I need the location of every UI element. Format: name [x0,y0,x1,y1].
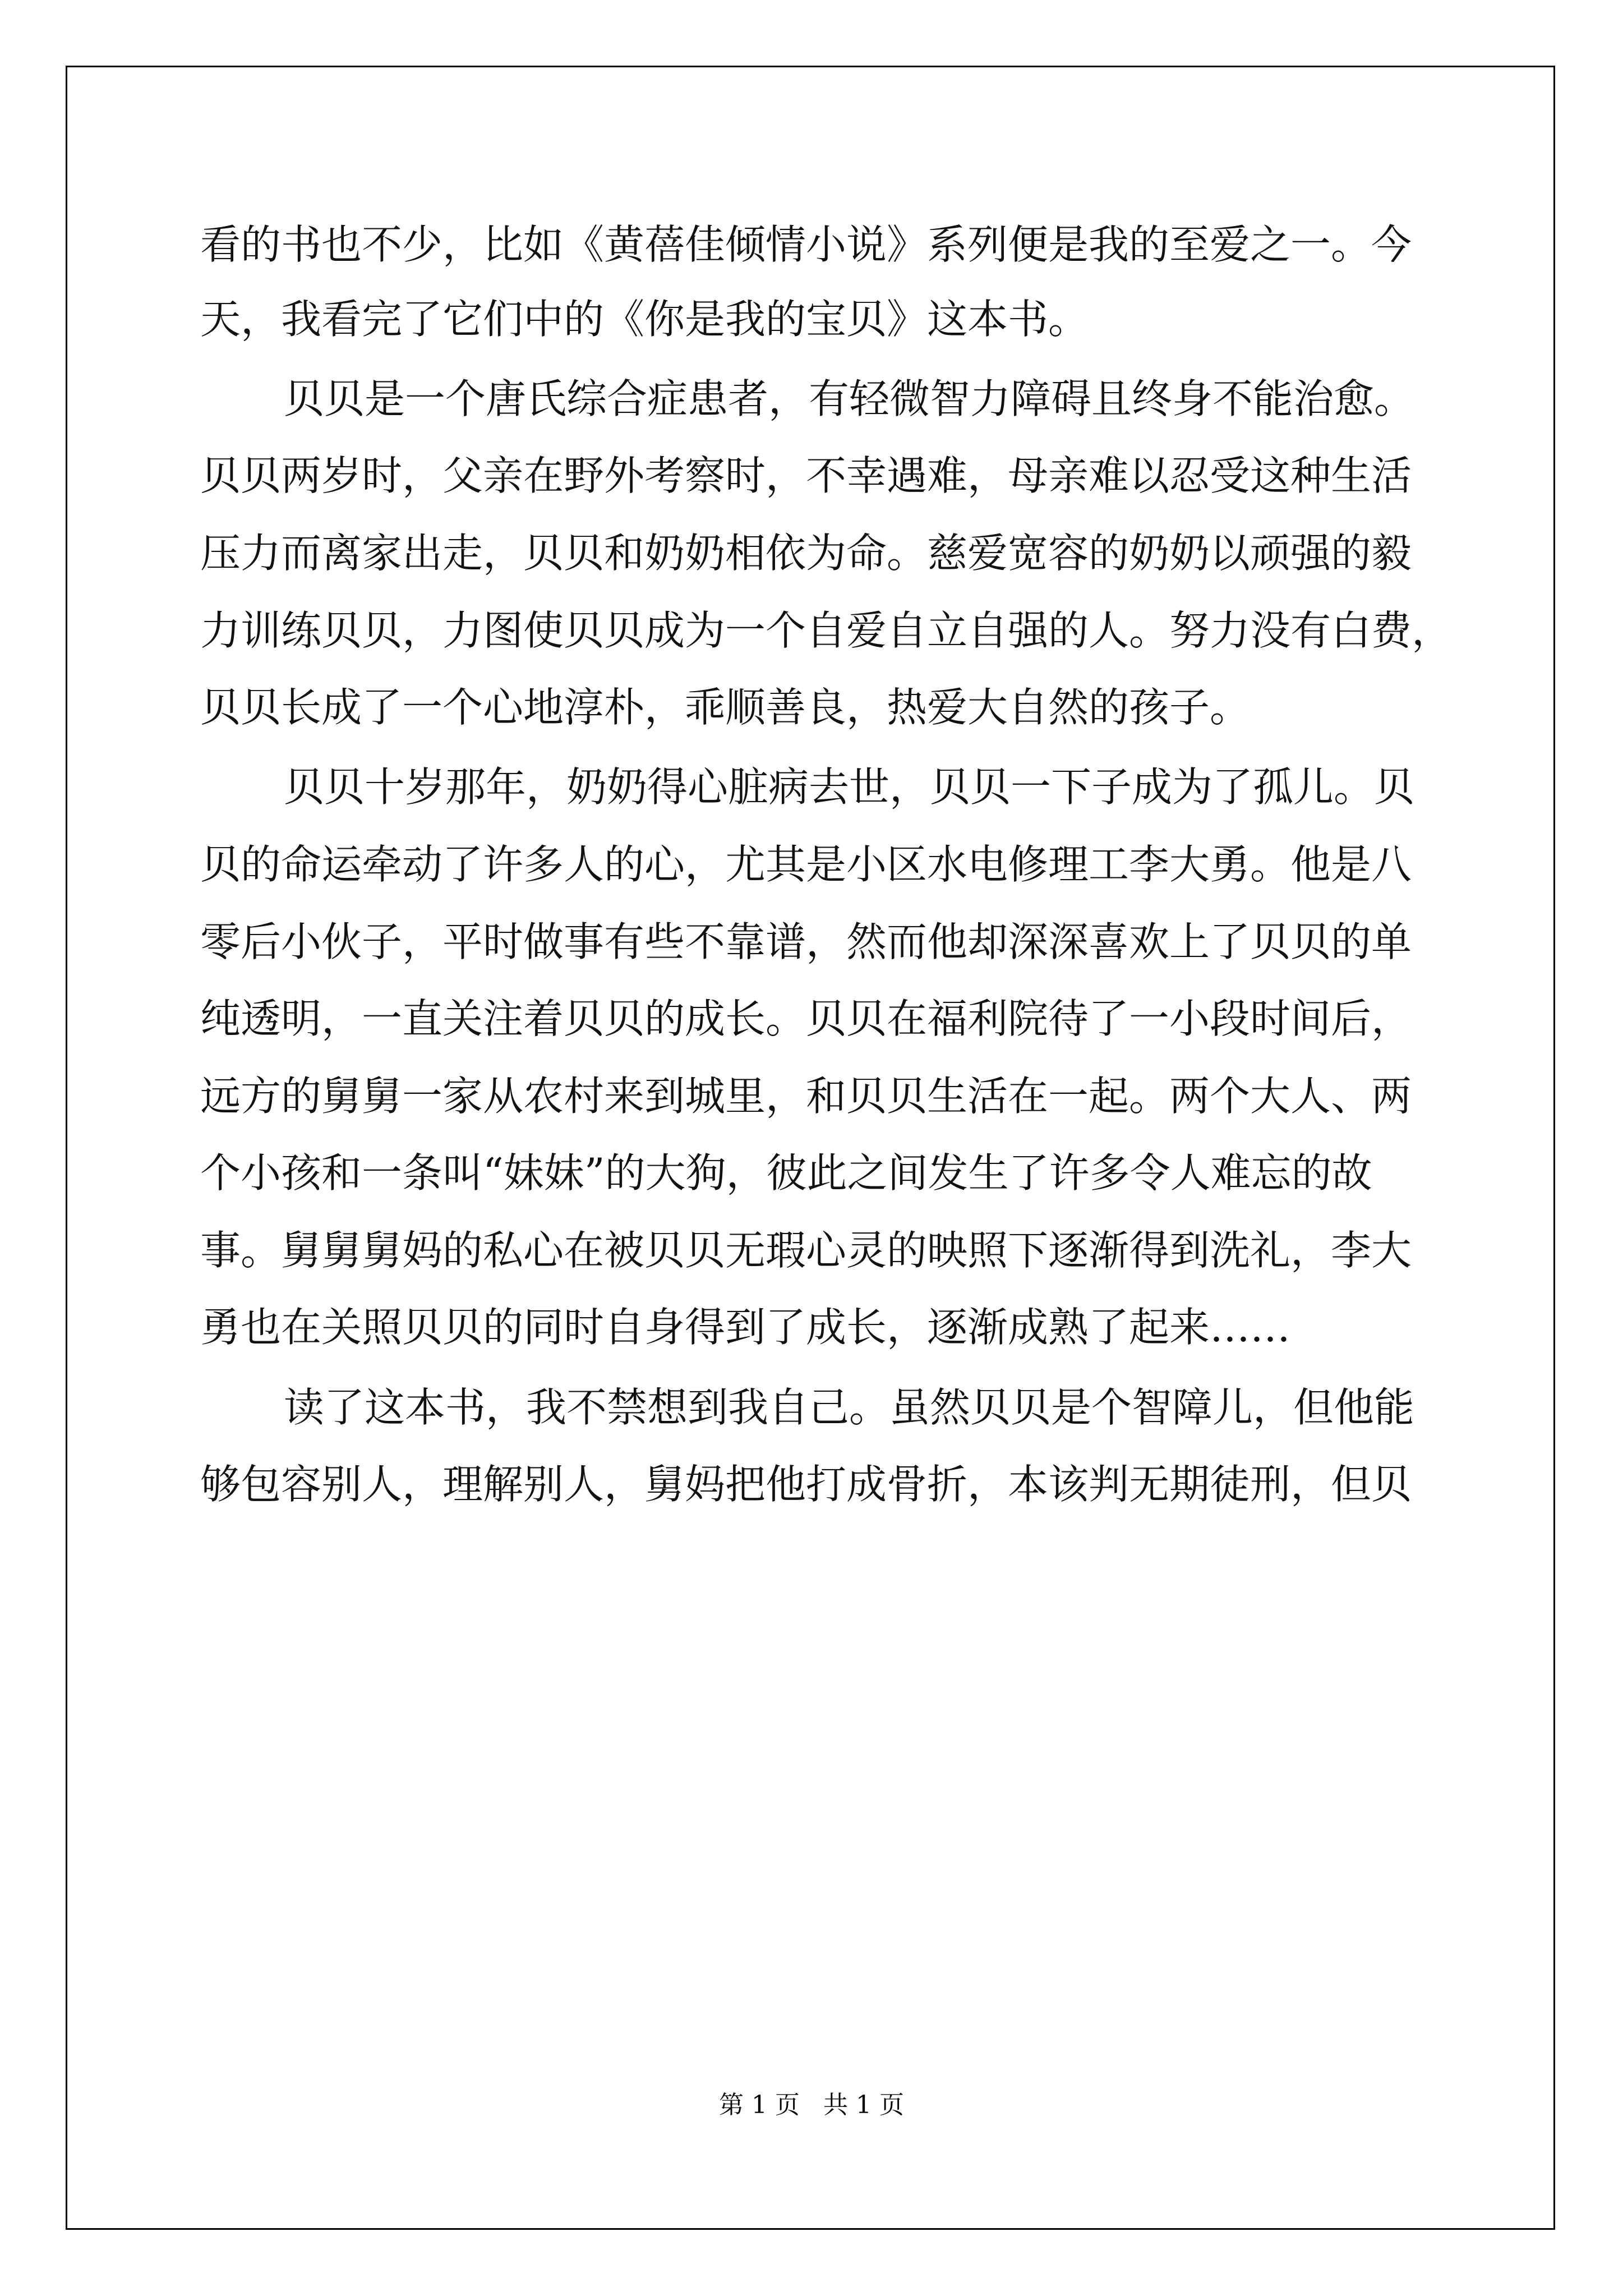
text-line: 纯透明，一直关注着贝贝的成长。贝贝在福利院待了一小段时间后， [200,995,1412,1042]
text-line: 远方的舅舅一家从农村来到城里，和贝贝生活在一起。两个大人、两 [200,1073,1412,1120]
text-line: 事。舅舅舅妈的私心在被贝贝无瑕心灵的映照下逐渐得到洗礼，李大 [200,1227,1412,1274]
text-line: 看的书也不少，比如《黄蓓佳倾情小说》系列便是我的至爱之一。今 [200,221,1412,268]
text-line: 力训练贝贝，力图使贝贝成为一个自爱自立自强的人。努力没有白费， [200,607,1453,654]
text-line: 贝贝长成了一个心地淳朴，乖顺善良，热爱大自然的孩子。 [200,684,1251,731]
text-line: 勇也在关照贝贝的同时自身得到了成长，逐渐成熟了起来…… [200,1304,1291,1351]
text-line: 零后小伙子，平时做事有些不靠谱，然而他却深深喜欢上了贝贝的单 [200,918,1412,965]
text-line: 压力而离家出走，贝贝和奶奶相依为命。慈爱宽容的奶奶以顽强的毅 [200,530,1412,577]
text-line: 贝贝十岁那年，奶奶得心脏病去世，贝贝一下子成为了孤儿。贝 [284,763,1415,811]
text-line: 贝的命运牵动了许多人的心，尤其是小区水电修理工李大勇。他是八 [200,841,1412,888]
text-line: 读了这本书，我不禁想到我自己。虽然贝贝是个智障儿，但他能 [284,1384,1415,1431]
text-line: 个小孩和一条叫“妹妹”的大狗，彼此之间发生了许多令人难忘的故 [200,1149,1372,1197]
text-line: 够包容别人，理解别人，舅妈把他打成骨折，本该判无期徒刑，但贝 [200,1461,1412,1508]
text-line: 贝贝两岁时，父亲在野外考察时，不幸遇难，母亲难以忍受这种生活 [200,452,1412,499]
text-line: 贝贝是一个唐氏综合症患者，有轻微智力障碍且终身不能治愈。 [284,375,1415,422]
text-line: 天，我看完了它们中的《你是我的宝贝》这本书。 [200,296,1089,343]
page-number-footer: 第 1 页 共 1 页 [719,2091,904,2119]
